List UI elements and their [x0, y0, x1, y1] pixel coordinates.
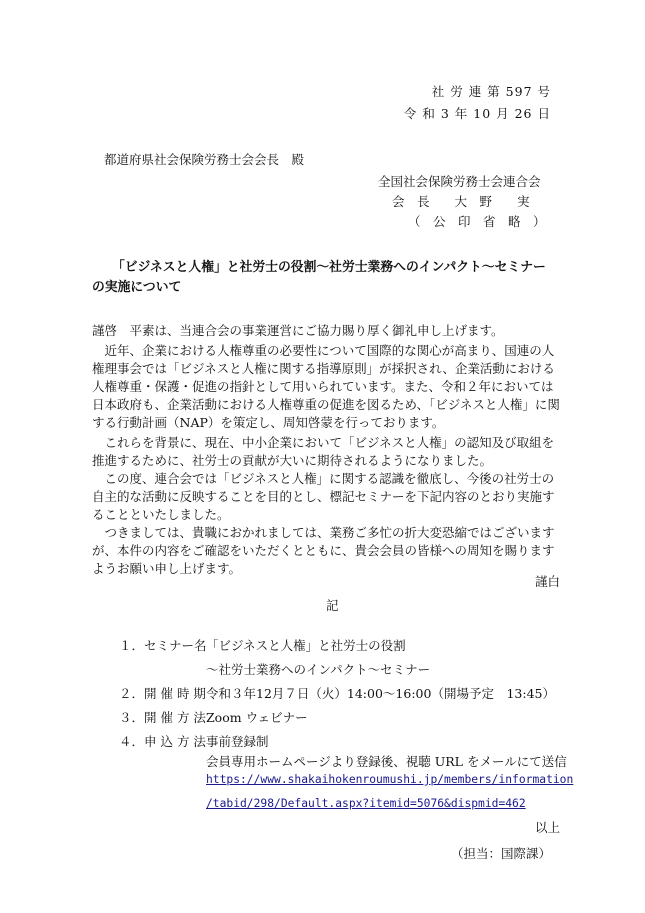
- recipient: 都道府県社会保険労務士会会長 殿: [104, 152, 305, 167]
- item-value-seminar-name: 「ビジネスと人権」と社労士の役割: [206, 638, 406, 653]
- context-paragraph: これらを背景に、現在、中小企業において「ビジネスと人権」の認知及び取組を推進するために、社労士の貢献が大いに期待されるようになりました。: [92, 435, 555, 468]
- greeting-paragraph: 謹啓 平素は、当連合会の事業運営にご協力賜り厚く御礼申し上げます。: [92, 323, 504, 338]
- item-label-method: ３．開 催 方 法: [119, 710, 206, 725]
- registration-link-line2[interactable]: /tabid/298/Default.aspx?itemid=5076&dispmid=462: [206, 797, 526, 810]
- background-paragraph: 近年、企業における人権尊重の必要性について国際的な関心が高まり、国連の人権理事会では「ビジネスと人権に関する指導原則」が採択され、企業活動における人権尊重・保護・促進の指針として用いられています。また、令和２年においては日本政府も、企業活動における人権尊重の促進を図るため、「ビジネスと人権」に関する行動計画（NAP）を策定し、周知啓蒙を行っております。: [92, 343, 560, 430]
- closing-keihaku: 謹白: [534, 574, 560, 589]
- document-title-line2: の実施について: [92, 280, 182, 295]
- document-number: 社 労 連 第 597 号: [431, 84, 551, 99]
- contact-department: （担当：国際課）: [450, 846, 551, 861]
- item-value-seminar-subtitle: ～社労士業務へのインパクト～セミナー: [206, 662, 431, 677]
- seal-omitted-note: （ 公 印 省 略 ）: [408, 214, 546, 229]
- document-date: 令 和 3 年 10 月 26 日: [403, 106, 551, 121]
- item-label-seminar-name: １．セミナー名: [119, 638, 207, 653]
- item-value-application: 事前登録制: [206, 734, 269, 749]
- ijo-closing: 以上: [534, 820, 560, 835]
- sender-name: 会 長 大 野 実: [392, 194, 530, 209]
- ki-heading: 記: [326, 598, 339, 613]
- item-label-application: ４．申 込 方 法: [119, 734, 206, 749]
- item-value-method: Zoom ウェビナー: [206, 710, 308, 725]
- sender-organization: 全国社会保険労務士会連合会: [378, 174, 541, 189]
- item-value-application-detail: 会員専用ホームページより登録後、視聴 URL をメールにて送信: [206, 754, 567, 769]
- item-label-date: ２．開 催 時 期: [119, 686, 206, 701]
- registration-link-line1[interactable]: https://www.shakaihokenroumushi.jp/members/information: [206, 773, 574, 786]
- document-title-line1: 「ビジネスと人権」と社労士の役割～社労士業務へのインパクト～セミナー: [112, 260, 546, 275]
- item-value-date: 令和３年12月７日（火）14:00～16:00（開場予定 13:45）: [206, 686, 555, 701]
- purpose-paragraph: この度、連合会では「ビジネスと人権」に関する認識を徹底し、今後の社労士の自主的な活動に反映することを目的とし、標記セミナーを下記内容のとおり実施することといたしました。: [92, 471, 555, 522]
- request-paragraph: つきましては、貴職におかれましては、業務ご多忙の折大変恐縮ではございますが、本件の内容をご確認をいただくとともに、貴会会員の皆様への周知を賜りますようお願い申し上げます。: [92, 525, 555, 576]
